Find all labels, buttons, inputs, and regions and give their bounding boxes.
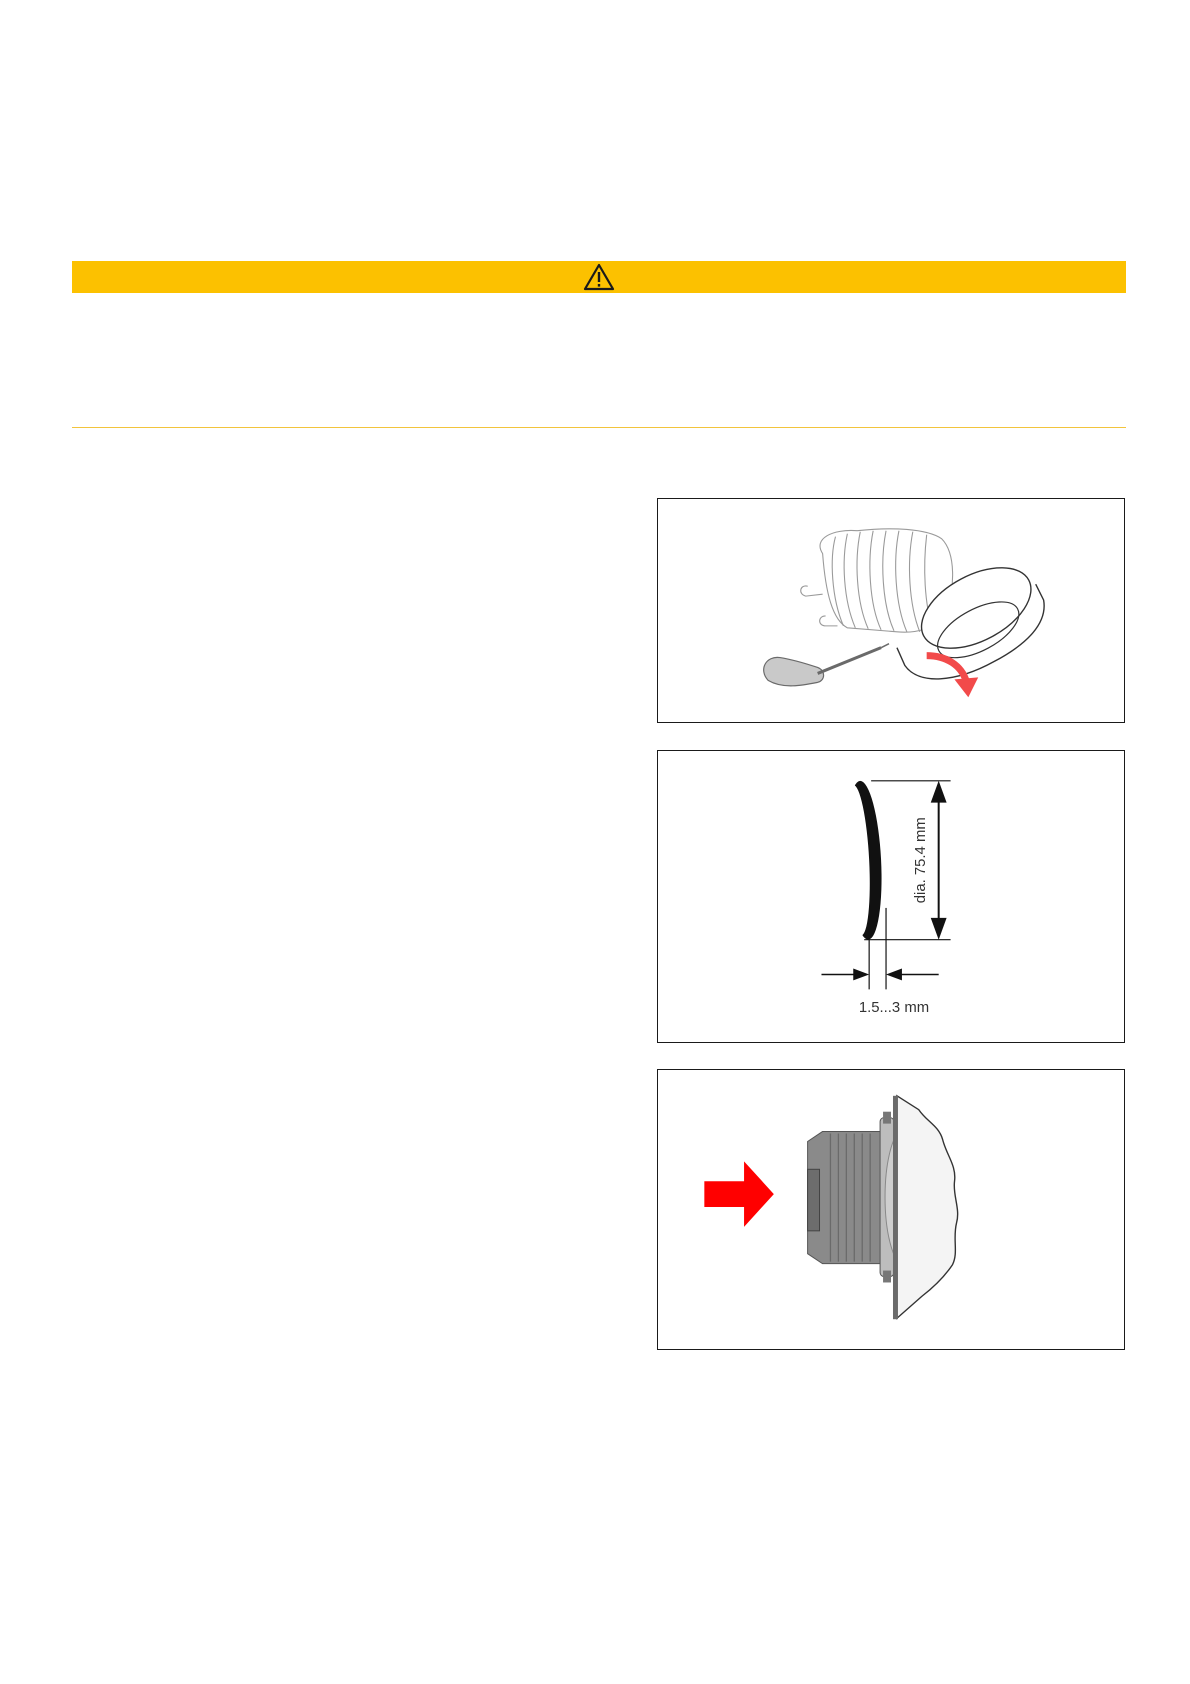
figure-seal-dimensions <box>657 750 1125 1043</box>
seal-dimensions-illustration <box>658 751 1124 1042</box>
insert-arrow-icon <box>704 1161 774 1227</box>
panel-wall-icon <box>893 1096 958 1319</box>
figure-insert-device <box>657 1069 1125 1350</box>
figure-remove-ring <box>657 498 1125 723</box>
ring-icon <box>897 551 1044 679</box>
curved-arrow-icon <box>927 656 979 698</box>
warning-triangle-icon <box>583 263 615 291</box>
seal-ring-icon <box>841 780 885 940</box>
screwdriver-icon <box>764 644 889 686</box>
thickness-label: 1.5...3 mm <box>858 1000 930 1017</box>
diameter-arrow-icon <box>931 781 947 940</box>
section-separator <box>72 427 1126 428</box>
thickness-arrow-icon <box>821 969 938 981</box>
insert-device-illustration <box>658 1070 1124 1349</box>
remove-ring-illustration <box>658 499 1124 722</box>
diameter-label: dia. 75.4 mm <box>912 817 929 904</box>
warning-banner <box>72 261 1126 293</box>
